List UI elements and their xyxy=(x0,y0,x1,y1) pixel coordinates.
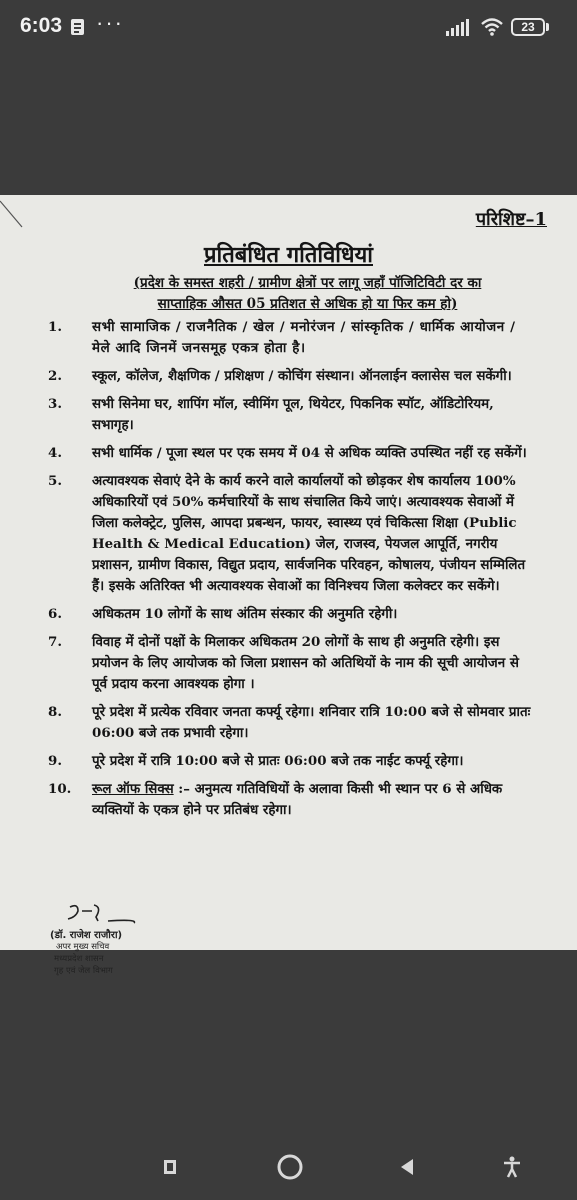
list-item xyxy=(48,317,532,359)
item-text: सभी सिनेमा घर, शापिंग मॉल, स्वीमिंग पूल, थियेटर, पिकनिक स्पॉट, ऑडिटोरियम, सभागृह। xyxy=(92,396,494,433)
item-number: 3. xyxy=(48,396,62,412)
notes-icon xyxy=(71,19,84,35)
list-item xyxy=(48,471,532,597)
navigation-bar xyxy=(0,1136,577,1200)
item-number: 5. xyxy=(48,473,62,489)
battery-icon: 23 xyxy=(511,18,545,36)
list-item xyxy=(48,366,532,387)
item-text: पूरे प्रदेश में रात्रि 10:00 बजे से प्रातः 06:00 बजे तक नाईट कर्फ्यू रहेगा। xyxy=(92,753,464,769)
item-number: 2. xyxy=(48,368,62,384)
item-text: विवाह में दोनों पक्षों के मिलाकर अधिकतम 20 लोगों के साथ ही अनुमति रहेगी। इस प्रयोजन के लिए आयोजक को जिला प्रशासन को अतिथियों के नाम की सूची आयोजन से पूर्व प्रदाय करना आवश्यक होगा । xyxy=(92,634,519,692)
item-number: 7. xyxy=(48,634,62,650)
status-bar xyxy=(0,0,577,56)
list-item xyxy=(48,751,532,772)
battery-tip xyxy=(546,23,549,31)
signatory-dept: गृह एवं जेल विभाग xyxy=(54,966,113,976)
folded-corner xyxy=(0,195,24,235)
home-button[interactable] xyxy=(275,1152,305,1182)
list-item xyxy=(48,702,532,744)
signatory-name: (डॉ. राजेश राजौरा) xyxy=(50,930,123,941)
list-item xyxy=(48,632,532,695)
item-number: 1. xyxy=(48,319,62,335)
list-item xyxy=(48,443,532,464)
signature-block xyxy=(48,903,168,977)
back-icon xyxy=(398,1158,416,1176)
annex-label: परिशिष्ट–1 xyxy=(475,209,547,230)
accessibility-icon xyxy=(501,1156,523,1178)
document-title: प्रतिबंधित गतिविधियां xyxy=(204,242,373,268)
document-image xyxy=(0,195,577,976)
item-number: 6. xyxy=(48,606,62,622)
list-item xyxy=(48,604,532,625)
item-text: सभी धार्मिक / पूजा स्थल पर एक समय में 04 से अधिक व्यक्ति उपस्थित नहीं रह सकेंगें। xyxy=(92,445,527,461)
item-text: सभी सामाजिक / राजनैतिक / खेल / मनोरंजन / सांस्कृतिक / धार्मिक आयोजन / मेले आदि जिनमें जनसमूह एकत्र होता है। xyxy=(92,319,516,356)
clock: 6:03 xyxy=(20,14,63,37)
recent-apps-button[interactable] xyxy=(155,1152,185,1182)
document-subtitle: (प्रदेश के समस्त शहरी / ग्रामीण क्षेत्रों पर लागू जहाँ पॉजिटिविटी दर का साप्ताहिक औसत 05 प्रतिशत से अधिक हो या फिर कम हो) xyxy=(133,275,482,312)
signatory-org: मध्यप्रदेश शासन xyxy=(54,954,104,964)
item-number: 4. xyxy=(48,445,62,461)
restrictions-list xyxy=(48,317,532,828)
item-text: पूरे प्रदेश में प्रत्येक रविवार जनता कर्फ्यू रहेगा। शनिवार रात्रि 10:00 बजे से सोमवार प्रातः 06:00 बजे तक प्रभावी रहेगा। xyxy=(92,704,531,741)
recent-apps-icon xyxy=(160,1157,180,1177)
signatory-post: अपर मुख्य सचिव xyxy=(56,942,110,952)
list-item xyxy=(48,394,532,436)
signal-icon xyxy=(446,17,472,37)
item-number: 8. xyxy=(48,704,62,720)
item-text: स्कूल, कॉलेज, शैक्षणिक / प्रशिक्षण / कोचिंग संस्थान। ऑनलाईन क्लासेस चल सकेंगी। xyxy=(92,368,512,384)
item-text: अधिकतम 10 लोगों के साथ अंतिम संस्कार की अनुमति रहेगी। xyxy=(92,606,398,622)
rule-of-six-label: रूल ऑफ सिक्स xyxy=(92,781,174,797)
home-icon xyxy=(276,1153,304,1181)
wifi-icon xyxy=(480,17,504,37)
more-notifications-indicator: ··· xyxy=(96,10,124,35)
accessibility-button[interactable] xyxy=(497,1152,527,1182)
item-text: :– अनुमत्य गतिविधियों के अलावा किसी भी स्थान पर 6 से अधिक व्यक्तियों के एकत्र होने पर प्रतिबंध रहेगा। xyxy=(92,781,503,818)
item-number: 9. xyxy=(48,753,62,769)
list-item xyxy=(48,779,532,821)
item-text: अत्यावश्यक सेवाएं देने के कार्य करने वाले कार्यालयों को छोड़कर शेष कार्यालय 100% अधिकारियों एवं 50% कर्मचारियों के साथ संचालित किये जाएं। अत्यावश्यक सेवाओं में जिला कलेक्ट्रेट, पुलिस, आपदा प्रबन्धन, फायर, स्वास्थ्य एवं चिकित्सा शिक्षा (Public Health & Medical Education) जेल, राजस्व, पेयजल आपूर्ति, नगरीय प्रशासन, ग्रामीण विकास, विद्युत प्रदाय, सार्वजनिक परिवहन, कोषालय, पंजीयन सम्मिलित हैं। इसके अतिरिक्त भी अत्यावश्यक सेवाओं का विनिश्चय जिला कलेक्टर कर सकेंगे। xyxy=(92,473,526,594)
back-button[interactable] xyxy=(392,1152,422,1182)
item-number: 10. xyxy=(48,781,72,797)
